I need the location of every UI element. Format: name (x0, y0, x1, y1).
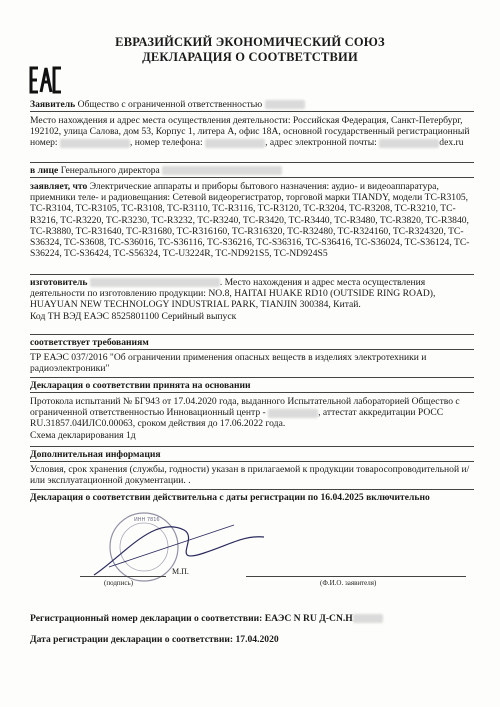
basis-text (30, 396, 474, 441)
divider (30, 177, 474, 178)
applicant-value: Общество с ограниченной ответственностью (77, 99, 263, 110)
redacted-ogrn (60, 139, 130, 148)
divider (30, 334, 474, 335)
mp-label: М.П. (172, 567, 189, 576)
applicant-row (30, 99, 474, 110)
redacted-phone (205, 139, 265, 148)
representative-value: Генерального директора (60, 165, 160, 176)
signature-line (80, 576, 166, 577)
name-caption: (Ф.И.О. заявителя) (320, 579, 377, 587)
additional-row (30, 449, 474, 460)
registration-date-label: Дата регистрации декларации о соответствии: (30, 634, 234, 645)
divider (30, 349, 474, 350)
declares-row (30, 181, 474, 259)
manufacturer-text: . Место нахождения и адрес места осуществления деятельности по изготовлению продукции: NO.8, HAITAI HUAKE RD10 (OUTSIDE RING ROAD), HUAYUAN NEW TECHNOLOGY INDUSTRIAL PARK, TIANJIN 300384, Китай. (30, 277, 436, 311)
hs-code: Код ТН ВЭД ЕАЭС 8525801100 Серийный выпуск (30, 310, 237, 322)
registration-number-value: ЕАЭС N RU Д-CN.H (264, 613, 353, 624)
manufacturer-label: изготовитель (30, 277, 88, 288)
representative-label: в лице (30, 165, 59, 176)
scheme: Схема декларирования 1д (30, 429, 136, 441)
requirements-label: соответствует требованиям (30, 337, 149, 348)
divider (30, 162, 474, 163)
divider (30, 111, 474, 112)
divider (30, 461, 474, 462)
manufacturer-row (30, 277, 474, 322)
email-label: , адрес электронной почты: (265, 137, 377, 149)
divider (30, 392, 474, 393)
redacted-name (265, 100, 305, 109)
union-title: ЕВРАЗИЙСКИЙ ЭКОНОМИЧЕСКИЙ СОЮЗ (115, 35, 385, 49)
declares-text: Электрические аппараты и приборы бытового назначения: аудио- и видеоаппаратура, приемники теле- и радиовещания: Сетевой видеорегистратор, торговой марки TIANDY, модели TC-R3105, TC-R3104, TC-R3105, TC-R3108, TC-R3110, TC-R3116, TC-R3120, TC-R3204, TC-R3208, TC-R3210, TC-R3216, TC-R3220, TC-R3230, TC-R3232, TC-R3240, TC-R3420, TC-R3440, TC-R3480, TC-R3820, TC-R3840, TC-R3880, TC-R31640, TC-R31680, TC-R316160, TC-R316320, TC-R32480, TC-R324160, TC-R324320, TC-S36324, TC-S3608, TC-S36016, TC-S36116, TC-S36216, TC-S36316, TC-S36416, TC-S36024, TC-S36124, TC-S36224, TC-S36424, TC-S56324, TC-U3224R, TC-ND921S5, TC-ND924S5 (30, 181, 470, 260)
representative-row (30, 165, 474, 176)
requirements-text: ТР ЕАЭС 037/2016 "Об ограничении применения опасных веществ в изделиях электротехники и радиоэлектроники" (30, 352, 427, 375)
document-title: ДЕКЛАРАЦИЯ О СООТВЕТСТВИИ (142, 50, 358, 64)
basis-text-2: , аттестат аккредитации РОСС RU.31857.04ИЛС0.00063, сроком действия до 17.06.2022 года. (30, 407, 444, 430)
stamp-text: ИНН 7816 (134, 517, 160, 523)
email-tail: dex.ru (439, 137, 464, 149)
redacted-lab (268, 409, 318, 418)
additional-text: Условия, срок хранения (службы, годности) указан в прилагаемой к продукции товаросопроводительной и/или эксплуатационной документации. . (30, 464, 470, 487)
validity: Декларация о соответствии действительна с даты регистрации по 16.04.2025 включительно (30, 492, 430, 503)
registration-number-label: Регистрационный номер декларации о соответствии: (30, 613, 263, 624)
registration-date-row (30, 634, 474, 645)
registration-number-row (30, 613, 474, 624)
applicant-location (30, 115, 474, 149)
divider (30, 274, 474, 275)
phone-label: , номер телефона: (129, 137, 203, 149)
redacted-manufacturer (90, 278, 220, 287)
redacted-director (162, 166, 282, 175)
basis-label: Декларация о соответствии принята на основании (30, 380, 251, 391)
registration-date-value: 17.04.2020 (235, 634, 279, 645)
basis-row (30, 380, 474, 391)
additional-label: Дополнительная информация (30, 449, 161, 460)
redacted-reg-number (353, 614, 383, 623)
redacted-email (379, 139, 439, 148)
name-line (246, 576, 466, 577)
divider (30, 377, 474, 378)
location-text: Место нахождения и адрес места осуществления деятельности: Российская Федерация, Санкт-Петербург, 192102, улица Салова, дом 53, Корпус 1, литера А, офис 18А, основной государственный регистрационный номер: (30, 115, 470, 149)
requirements-row (30, 337, 474, 348)
eac-logo-icon (29, 66, 63, 94)
divider (30, 446, 474, 447)
applicant-label: Заявитель (30, 99, 76, 110)
divider (30, 489, 474, 490)
signature-caption: (подпись) (104, 579, 134, 587)
basis-text-1: Протокола испытаний № БГ943 от 17.04.2020 года, выданного Испытательной лабораторией Общество с ограниченной ответственностью Инновационный центр - (30, 396, 460, 419)
declares-label: заявляет, что (30, 181, 88, 192)
